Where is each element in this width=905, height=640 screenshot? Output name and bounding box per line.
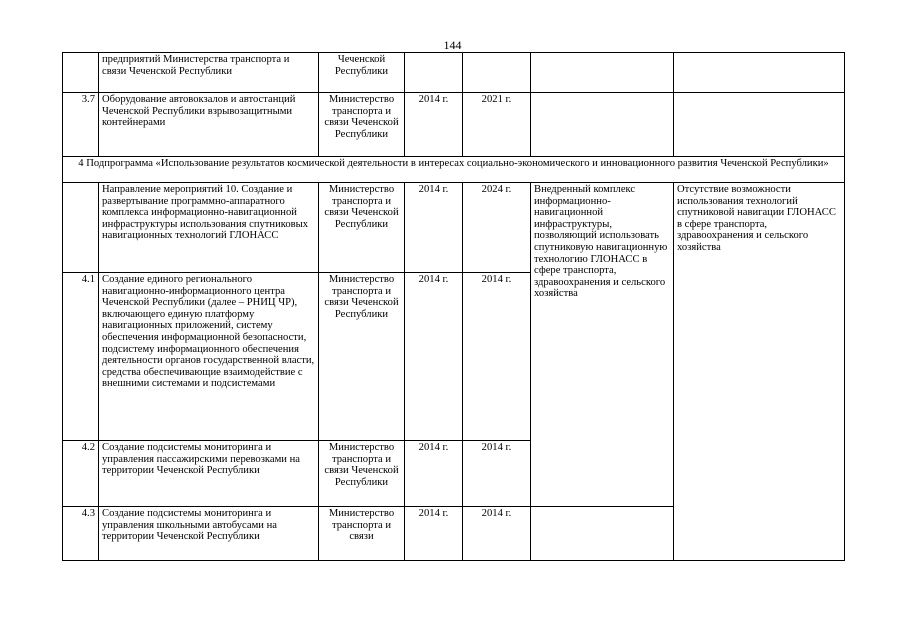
cell-num: 4.2 (63, 441, 99, 507)
cell-start: 2014 г. (405, 93, 463, 157)
cell-executor: Министерство транспорта и связи Чеченской Республики (319, 441, 405, 507)
cell-consequence: Отсутствие возможности использования технологий спутниковой навигации ГЛОНАСС в сфере транспорта, здравоохранения и сельского хозяйства (674, 183, 845, 561)
cell-num (63, 53, 99, 93)
cell-name: Создание подсистемы мониторинга и управления пассажирскими перевозками на территории Чеченской Республики (99, 441, 319, 507)
cell-start (405, 53, 463, 93)
section-header-row (63, 157, 845, 183)
cell-name: Создание подсистемы мониторинга и управления школьными автобусами на территории Чеченской Республики (99, 507, 319, 561)
cell-result (531, 53, 674, 93)
cell-name: предприятий Министерства транспорта и связи Чеченской Республики (99, 53, 319, 93)
cell-end: 2024 г. (463, 183, 531, 273)
table-row-continuation (63, 53, 845, 93)
cell-end (463, 53, 531, 93)
cell-executor: Министерство транспорта и связи Чеченской Республики (319, 183, 405, 273)
cell-executor: Министерство транспорта и связи (319, 507, 405, 561)
cell-end: 2021 г. (463, 93, 531, 157)
cell-num: 4.1 (63, 273, 99, 441)
page-number: 144 (443, 38, 462, 52)
cell-start: 2014 г. (405, 441, 463, 507)
cell-executor: Министерство транспорта и связи Чеченской Республики (319, 273, 405, 441)
cell-name: Создание единого регионального навигационно-информационного центра Чеченской Республики (далее – РНИЦ ЧР), включающего единую платформу навигационных приложений, систему обеспечения информационной безопасности, подсистему информационного обеспечения деятельности органов государственной власти, средства обеспечивающие взаимодействие с внешними системами и подсистемами (99, 273, 319, 441)
cell-num: 3.7 (63, 93, 99, 157)
cell-executor: Министерство транспорта и связи Чеченской Республики (319, 93, 405, 157)
cell-name: Направление мероприятий 10. Создание и развертывание программно-аппаратного комплекса информационно-навигационной инфраструктуры использования спутниковых навигационных технологий ГЛОНАСС (99, 183, 319, 273)
cell-consequence (674, 53, 845, 93)
cell-name: Оборудование автовокзалов и автостанций Чеченской Республики взрывозащитными контейнерами (99, 93, 319, 157)
cell-num (63, 183, 99, 273)
table-row-direction-10 (63, 183, 845, 273)
cell-start: 2014 г. (405, 273, 463, 441)
cell-end: 2014 г. (463, 507, 531, 561)
cell-executor: Чеченской Республики (319, 53, 405, 93)
cell-end: 2014 г. (463, 273, 531, 441)
cell-start: 2014 г. (405, 183, 463, 273)
action-plan-table (62, 52, 845, 561)
subprogram-title: 4 Подпрограмма «Использование результатов космической деятельности в интересах социально-экономического и инновационного развития Чеченской Республики» (63, 157, 845, 183)
cell-result (531, 93, 674, 157)
table-row-3-7 (63, 93, 845, 157)
cell-start: 2014 г. (405, 507, 463, 561)
cell-end: 2014 г. (463, 441, 531, 507)
cell-result (531, 507, 674, 561)
cell-consequence (674, 93, 845, 157)
cell-result: Внедренный комплекс информационно-навигационной инфраструктуры, позволяющий использовать спутниковую навигационную технологию ГЛОНАСС в сфере транспорта, здравоохранения и сельского хозяйства (531, 183, 674, 507)
cell-num: 4.3 (63, 507, 99, 561)
